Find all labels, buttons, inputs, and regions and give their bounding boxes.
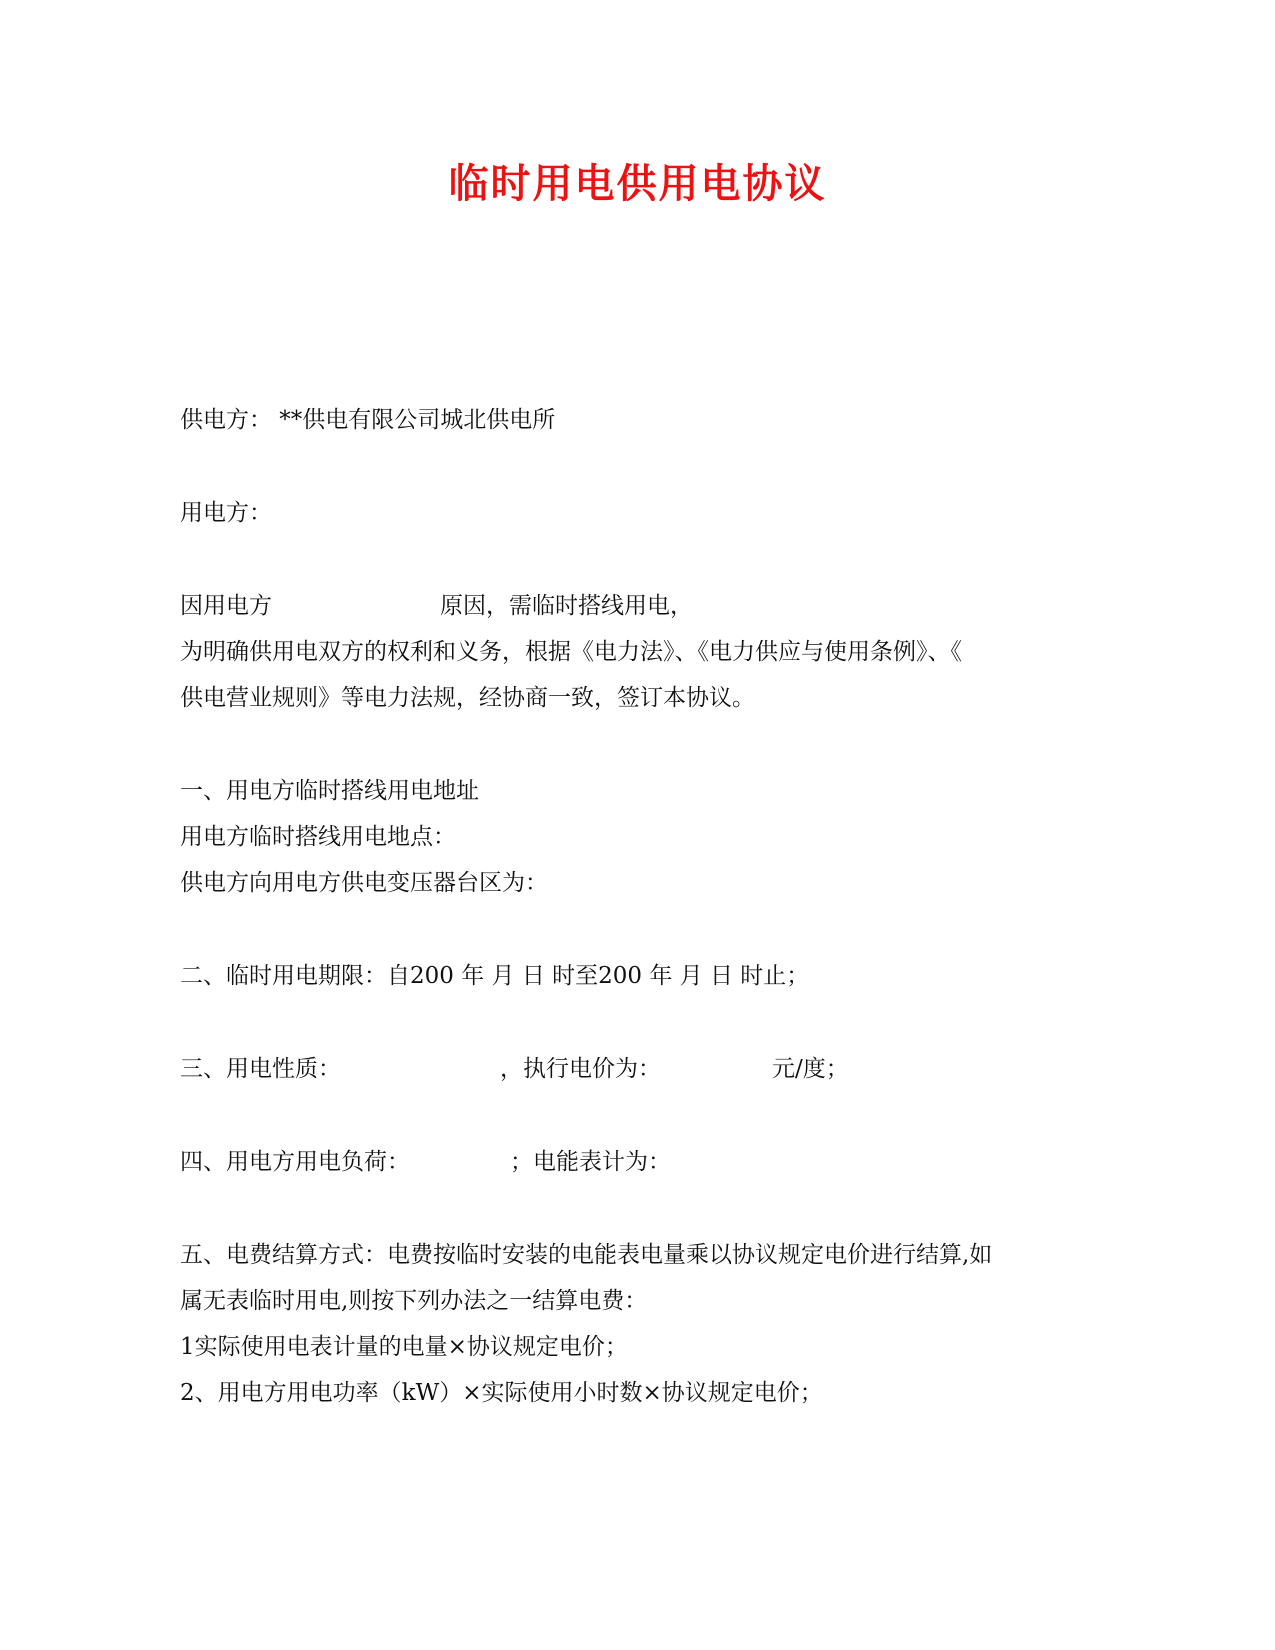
section-3-unit: 元/度； [772,1056,849,1082]
section-5-line-1: 五、电费结算方式：电费按临时安装的电能表电量乘以协议规定电价进行结算,如 [180,1242,993,1268]
section-3-line [180,1054,1080,1084]
section-3-price-label: ，执行电价为： [500,1056,661,1082]
section-2-period: 二、临时用电期限：自200 年 月 日 时至200 年 月 日 时止； [180,963,810,989]
section-4-load-label: 四、用电方用电负荷： [180,1149,410,1175]
reason-line [180,591,1080,621]
section-5-item-2: 2、用电方用电功率（kW）×实际使用小时数×协议规定电价； [180,1380,823,1406]
section-1-heading: 一、用电方临时搭线用电地址 [180,778,479,804]
section-5-line-2: 属无表临时用电,则按下列办法之一结算电费： [180,1288,648,1314]
document-title: 临时用电供用电协议 [448,161,827,207]
section-1-transformer: 供电方向用电方供电变压器台区为： [180,870,548,896]
section-4-line [180,1147,1080,1177]
reason-suffix: 原因，需临时搭线用电， [440,593,693,619]
consumer-line: 用电方： [180,500,272,526]
section-4-meter-label: ；电能表计为： [510,1149,671,1175]
section-3-nature-label: 三、用电性质： [180,1056,341,1082]
purpose-line-2: 供电营业规则》等电力法规，经协商一致，签订本协议。 [180,685,755,711]
purpose-line-1: 为明确供用电双方的权利和义务，根据《电力法》、《电力供应与使用条例》、《 [180,639,962,665]
section-1-location: 用电方临时搭线用电地点： [180,824,456,850]
reason-prefix: 因用电方 [180,593,272,619]
supplier-line: 供电方： **供电有限公司城北供电所 [180,407,556,433]
section-5-item-1: 1实际使用电表计量的电量×协议规定电价； [180,1334,628,1360]
